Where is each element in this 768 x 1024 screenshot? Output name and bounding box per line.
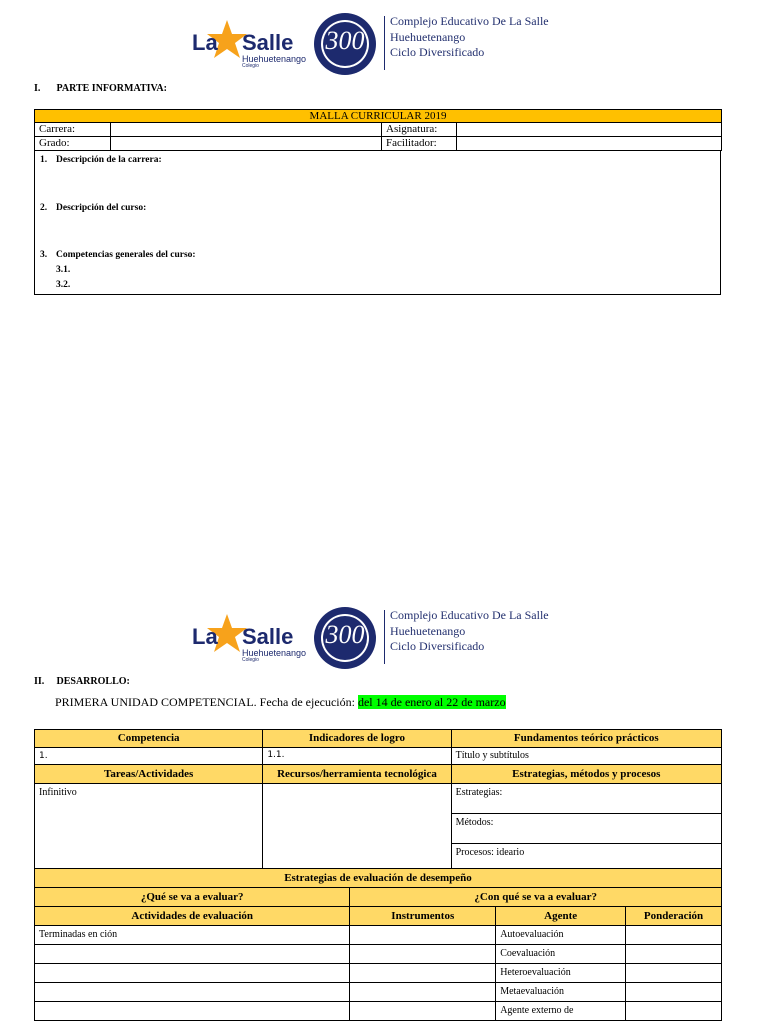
section-2-number: II. [34,676,45,687]
date-range: del 14 de enero al 22 de marzo [357,695,506,709]
logo-la-2: La [192,624,218,649]
header-agente: Agente [496,907,626,926]
agente-cell[interactable]: Coevaluación [496,945,626,964]
logo-sub-2: Colegio [242,657,259,663]
actividad-cell[interactable] [35,964,350,983]
subitem-3-1: 3.1. [56,265,71,275]
header-divider [384,16,385,70]
header-fundamentos: Fundamentos teórico prácticos [451,730,721,748]
agente-cell[interactable]: Metaevaluación [496,983,626,1002]
facilitador-field[interactable] [457,137,722,151]
header-ponderacion: Ponderación [626,907,722,926]
metodos-cell[interactable]: Métodos: [451,814,721,844]
header-tareas: Tareas/Actividades [35,765,263,784]
subitem-3-2: 3.2. [56,280,71,290]
header-line-2: Huehuetenango [390,29,466,44]
agente-cell[interactable]: Agente externo de [496,1002,626,1021]
seal-text-2: 300 [325,620,365,649]
table-row [35,926,722,945]
header-line-2: Huehuetenango [390,623,466,638]
ponderacion-cell[interactable] [626,926,722,945]
header-actividades: Actividades de evaluación [35,907,350,926]
ponderacion-cell[interactable] [626,964,722,983]
unit-title: PRIMERA UNIDAD COMPETENCIAL. Fecha de ejecución: [55,695,355,709]
header-recursos: Recursos/herramienta tecnológica [263,765,451,784]
header-line-3: Ciclo Diversificado [390,45,485,59]
malla-info-table [34,109,722,151]
header-instrumentos: Instrumentos [350,907,496,926]
table-row [35,1002,722,1021]
header-estrategias: Estrategias, métodos y procesos [451,765,721,784]
section-2-heading [34,676,130,687]
asignatura-field[interactable] [457,123,722,137]
que-evaluar: ¿Qué se va a evaluar? [35,888,350,907]
seal-text: 300 [325,26,365,55]
logo-city-2: Huehuetenango [242,648,307,658]
instrumento-cell[interactable] [350,926,496,945]
indicadores-cell[interactable]: 1.1. [263,748,451,765]
lasalle-logo-2 [190,612,310,664]
evaluacion-table [34,868,722,1021]
eval-title: Estrategias de evaluación de desempeño [35,869,722,888]
table-row [35,964,722,983]
logo-salle: Salle [242,30,294,55]
procesos-cell[interactable]: Procesos: ideario [451,844,721,874]
actividad-cell[interactable] [35,983,350,1002]
header-line-3: Ciclo Diversificado [390,639,485,653]
recursos-cell[interactable] [263,784,451,874]
section-1-heading [34,83,167,94]
section-1-number: I. [34,83,41,94]
actividad-cell[interactable] [35,945,350,964]
header-text-block-2 [390,608,549,655]
agente-cell[interactable]: Heteroevaluación [496,964,626,983]
actividad-cell[interactable]: Terminadas en ción [35,926,350,945]
estrategias-cell[interactable]: Estrategias: [451,784,721,814]
carrera-label: Carrera: [35,123,111,137]
instrumento-cell[interactable] [350,983,496,1002]
grado-label: Grado: [35,137,111,151]
page-header-2 [190,606,570,670]
section-2-title: DESARROLLO: [56,676,130,687]
course-description-box [34,151,721,295]
lasalle-logo [190,18,310,70]
malla-title: MALLA CURRICULAR 2019 [35,110,722,123]
competencia-cell[interactable]: 1. [35,748,263,765]
instrumento-cell[interactable] [350,964,496,983]
agente-cell[interactable]: Autoevaluación [496,926,626,945]
logo-salle-2: Salle [242,624,294,649]
instrumento-cell[interactable] [350,945,496,964]
instrumento-cell[interactable] [350,1002,496,1021]
unit-line [55,695,506,710]
page-header-1 [190,12,570,76]
ponderacion-cell[interactable] [626,1002,722,1021]
asignatura-label: Asignatura: [382,123,457,137]
facilitador-label: Facilitador: [382,137,457,151]
header-competencia: Competencia [35,730,263,748]
tareas-cell[interactable]: Infinitivo [35,784,263,874]
table-row [35,983,722,1002]
header-text-block [390,14,549,61]
anniversary-seal [312,12,378,76]
item-descripcion-carrera: 1. Descripción de la carrera: [40,155,162,165]
ponderacion-cell[interactable] [626,945,722,964]
logo-city: Huehuetenango [242,54,307,64]
grado-field[interactable] [111,137,382,151]
item-competencias: 3. Competencias generales del curso: [40,250,196,260]
ponderacion-cell[interactable] [626,983,722,1002]
header-divider-2 [384,610,385,664]
section-1-title: PARTE INFORMATIVA: [56,83,167,94]
logo-sub: Colegio [242,63,259,69]
competencia-table [34,729,722,874]
header-line-1: Complejo Educativo De La Salle [390,608,549,622]
anniversary-seal-2 [312,606,378,670]
carrera-field[interactable] [111,123,382,137]
logo-la: La [192,30,218,55]
fundamentos-cell[interactable]: Título y subtítulos [451,748,721,765]
con-que-evaluar: ¿Con qué se va a evaluar? [350,888,722,907]
header-indicadores: Indicadores de logro [263,730,451,748]
header-line-1: Complejo Educativo De La Salle [390,14,549,28]
table-row [35,945,722,964]
item-descripcion-curso: 2. Descripción del curso: [40,203,147,213]
actividad-cell[interactable] [35,1002,350,1021]
